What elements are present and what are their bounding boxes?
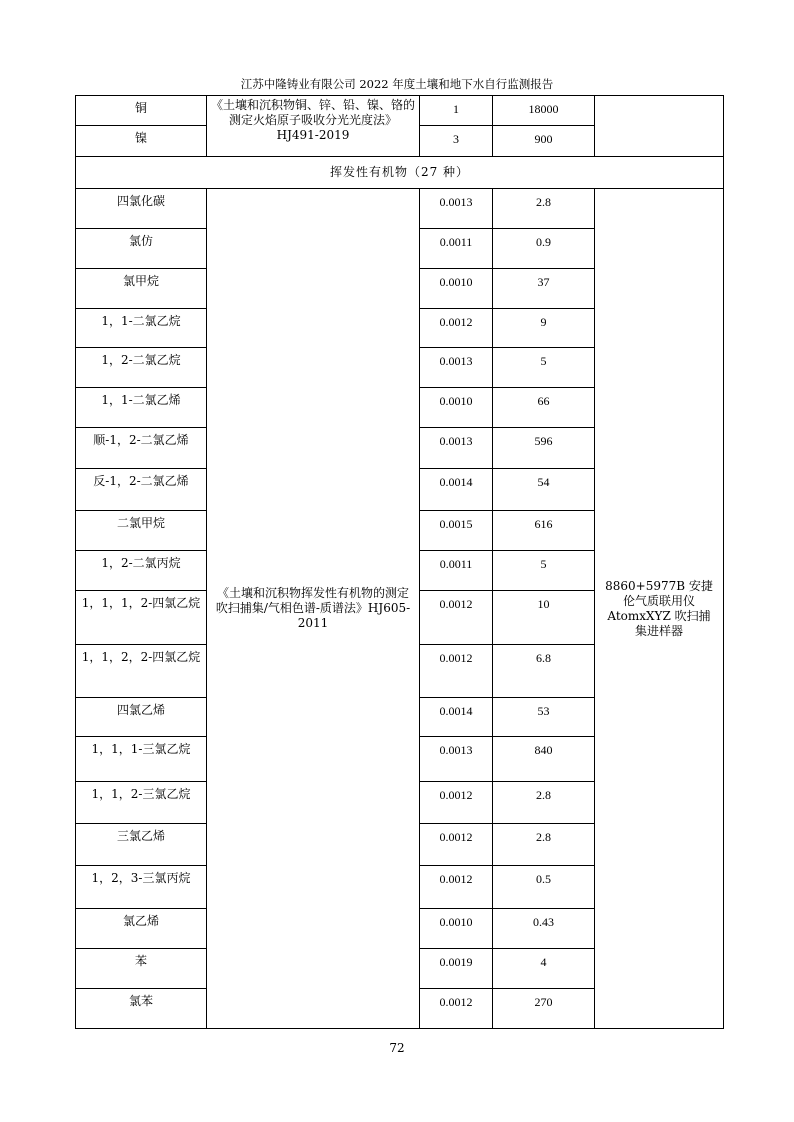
- detection-limit: 0.0012: [420, 824, 493, 866]
- instrument-cell: 8860+5977B 安捷伦气质联用仪 AtomxXYZ 吹扫捕集进样器: [595, 189, 724, 1029]
- analyte-name: 氯仿: [76, 229, 207, 269]
- table-row: [76, 189, 724, 229]
- screening-value: 840: [493, 737, 595, 782]
- screening-value: 2.8: [493, 189, 595, 229]
- detection-limit: 0.0012: [420, 782, 493, 824]
- screening-value: 0.9: [493, 229, 595, 269]
- analyte-name: 三氯乙烯: [76, 824, 207, 866]
- analyte-name: 反-1，2-二氯乙烯: [76, 469, 207, 511]
- detection-limit: 0.0013: [420, 428, 493, 469]
- detection-limit: 0.0015: [420, 511, 493, 551]
- analyte-name: 氯乙烯: [76, 909, 207, 949]
- detection-limit: 0.0012: [420, 591, 493, 645]
- analyte-name: 顺-1，2-二氯乙烯: [76, 428, 207, 469]
- analyte-name: 1，1，2-三氯乙烷: [76, 782, 207, 824]
- detection-limit: 0.0012: [420, 645, 493, 698]
- analyte-name: 苯: [76, 949, 207, 989]
- detection-limit: 0.0013: [420, 737, 493, 782]
- page-number: 72: [389, 1041, 405, 1055]
- analyte-name: 1，2-二氯丙烷: [76, 551, 207, 591]
- analysis-method: 《土壤和沉积物铜、锌、铅、镍、铬的测定火焰原子吸收分光光度法》HJ491-2019: [207, 96, 420, 157]
- screening-value: 2.8: [493, 782, 595, 824]
- screening-value: 270: [493, 989, 595, 1029]
- screening-value: 9: [493, 309, 595, 348]
- detection-limit: 0.0012: [420, 866, 493, 909]
- screening-value: 900: [493, 126, 595, 157]
- detection-limit: 0.0013: [420, 189, 493, 229]
- analyte-name: 1，2，3-三氯丙烷: [76, 866, 207, 909]
- screening-value: 4: [493, 949, 595, 989]
- detection-limit: 3: [420, 126, 493, 157]
- report-header: 江苏中隆铸业有限公司 2022 年度土壤和地下水自行监测报告: [240, 77, 554, 91]
- screening-value: 5: [493, 551, 595, 591]
- detection-limit: 0.0013: [420, 348, 493, 388]
- screening-value: 5: [493, 348, 595, 388]
- detection-limit: 0.0014: [420, 698, 493, 737]
- detection-limit: 0.0014: [420, 469, 493, 511]
- section-row: [76, 157, 724, 189]
- detection-limit: 0.0010: [420, 388, 493, 428]
- analyte-name: 1，1，2，2-四氯乙烷: [76, 645, 207, 698]
- screening-value: 6.8: [493, 645, 595, 698]
- analyte-name: 1，1，1-三氯乙烷: [76, 737, 207, 782]
- analyte-name: 1，1，1，2-四氯乙烷: [76, 591, 207, 645]
- screening-value: 616: [493, 511, 595, 551]
- screening-value: 54: [493, 469, 595, 511]
- detection-limit: 0.0010: [420, 269, 493, 309]
- detection-limit: 0.0019: [420, 949, 493, 989]
- monitoring-methods-table: [75, 95, 724, 1029]
- detection-limit: 0.0011: [420, 551, 493, 591]
- screening-value: 37: [493, 269, 595, 309]
- analyte-name: 铜: [76, 96, 207, 126]
- screening-value: 0.5: [493, 866, 595, 909]
- analyte-name: 1，1-二氯乙烷: [76, 309, 207, 348]
- detection-limit: 0.0012: [420, 309, 493, 348]
- screening-value: 66: [493, 388, 595, 428]
- analyte-name: 1，1-二氯乙烯: [76, 388, 207, 428]
- instrument-cell: [595, 96, 724, 157]
- section-title: 挥发性有机物（27 种）: [76, 157, 724, 189]
- screening-value: 0.43: [493, 909, 595, 949]
- detection-limit: 0.0011: [420, 229, 493, 269]
- screening-value: 18000: [493, 96, 595, 126]
- analyte-name: 四氯乙烯: [76, 698, 207, 737]
- analyte-name: 四氯化碳: [76, 189, 207, 229]
- analysis-method: 《土壤和沉积物挥发性有机物的测定吹扫捕集/气相色谱-质谱法》HJ605-2011: [207, 189, 420, 1029]
- analyte-name: 镍: [76, 126, 207, 157]
- screening-value: 53: [493, 698, 595, 737]
- table-row: [76, 96, 724, 126]
- analyte-name: 二氯甲烷: [76, 511, 207, 551]
- screening-value: 596: [493, 428, 595, 469]
- detection-limit: 0.0010: [420, 909, 493, 949]
- screening-value: 2.8: [493, 824, 595, 866]
- detection-limit: 0.0012: [420, 989, 493, 1029]
- screening-value: 10: [493, 591, 595, 645]
- detection-limit: 1: [420, 96, 493, 126]
- analyte-name: 氯甲烷: [76, 269, 207, 309]
- analyte-name: 氯苯: [76, 989, 207, 1029]
- analyte-name: 1，2-二氯乙烷: [76, 348, 207, 388]
